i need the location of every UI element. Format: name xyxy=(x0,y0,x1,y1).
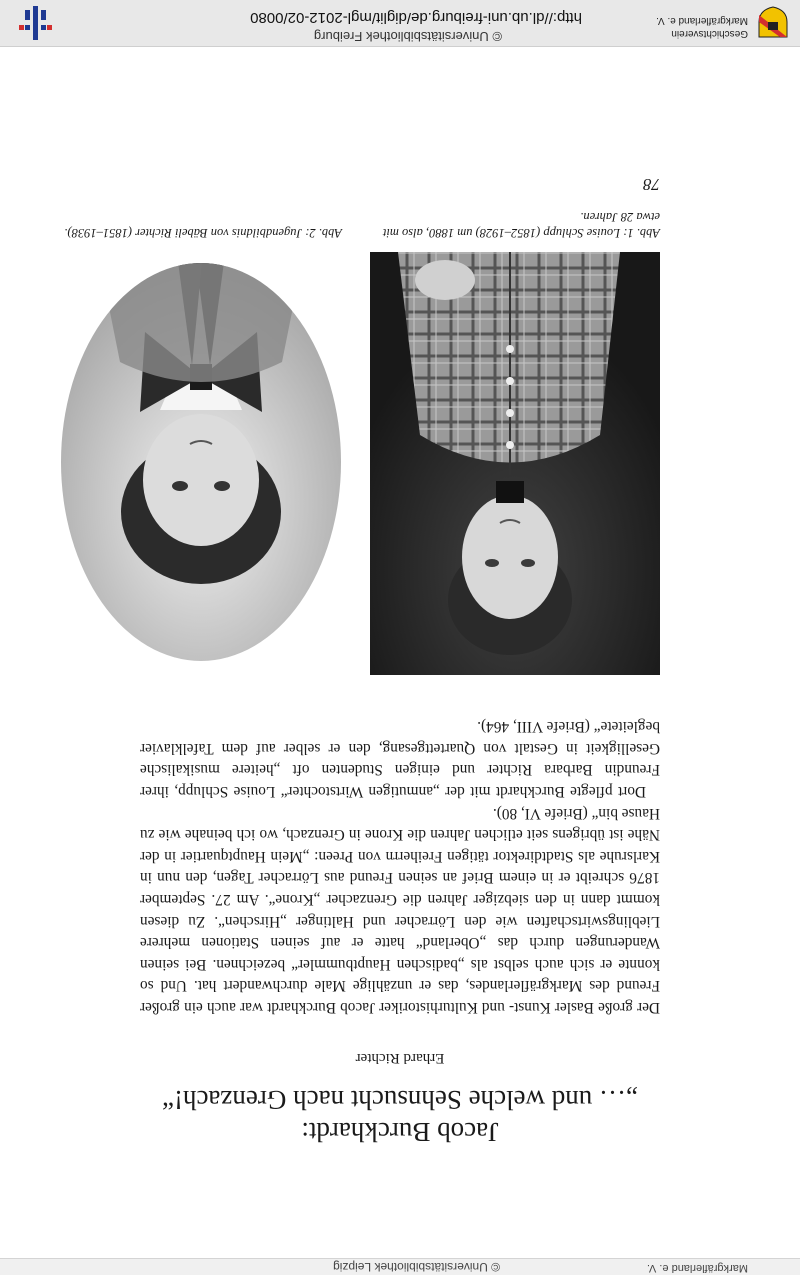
scanned-page xyxy=(0,46,800,1258)
title-line-2: „… und welche Sehnsucht nach Grenzach!“ xyxy=(161,1085,639,1115)
university-library-logo-icon xyxy=(16,4,56,42)
caption-figure-1: Abb. 1: Louise Schlupp (1852–1928) um 1880, also mit etwa 28 Jahren. xyxy=(382,210,660,240)
footer-library-credit: © Universitätsbibliothek Leipzig xyxy=(333,1260,500,1274)
title-line-1: Jacob Burckhardt: xyxy=(301,1117,499,1147)
org-name: Geschichtsverein Markgräflerland e. V. xyxy=(656,15,748,39)
paragraph-1: Der große Basler Kunst- und Kulturhistoriker Jacob Burckhardt war auch ein großer Freund des Markgräflerlandes, das er unzählige Male durchwandert hat. Und so konnte er sich auch selbst als „badischen Hauptbummler“ bezeichnen. Bei seinen Wanderungen durch das „Oberland“ hatte er auf seinen Stationen mehrere Lieblingswirtschaften wie den Lörracher und Haltinger „Hirschen“. Zu diesen kommt dann in den siebziger Jahren die Grenzacher „Krone“. Am 27. September 1876 schreibt er in einem Brief an seinen Freund aus Lörracher Tagen, den nun in Karlsruhe als Stadtdirektor tätigen Freiherrn von Preen: „Mein Hauptquartier in der Nähe ist übrigens seit etlichen Jahren die Krone in Grenzach, wo ich beinahe wie zu Hause bin“ (Briefe VI, 80). xyxy=(140,804,660,1016)
paragraph-2: Dort pflegte Burckhardt mit der „anmutigen Wirtstochter“ Louise Schlupp, ihrer Freundin Barbara Richter und einigen Studenten oft „heitere musikalische Geselligkeit in Gestalt von Quartettgesang, den er selber auf dem Tafelklavier begleitete“ (Briefe VIII, 464). xyxy=(140,718,660,801)
viewer-footer xyxy=(0,1258,800,1275)
portrait-photo-louise-schlupp xyxy=(370,252,660,675)
page-number: 78 xyxy=(643,175,660,194)
portrait-photo-baebeli-richter xyxy=(60,262,342,662)
caption-figure-2: Abb. 2: Jugendbildnis von Bäbeli Richter (1851–1938). xyxy=(64,226,342,240)
author-name: Erhard Richter xyxy=(355,1050,445,1066)
library-credit: © Universitätsbibliothek Freiburg xyxy=(313,29,502,44)
article-title xyxy=(0,1084,800,1148)
footer-org: Markgräflerland e. V. xyxy=(646,1262,748,1274)
document-url-link[interactable]: http://dl.ub.uni-freiburg.de/diglit/mgl-2012-02/0080 xyxy=(250,9,582,26)
article-body xyxy=(140,716,660,1018)
geschichtsverein-logo-icon xyxy=(756,6,790,40)
viewer-toolbar xyxy=(0,0,800,47)
